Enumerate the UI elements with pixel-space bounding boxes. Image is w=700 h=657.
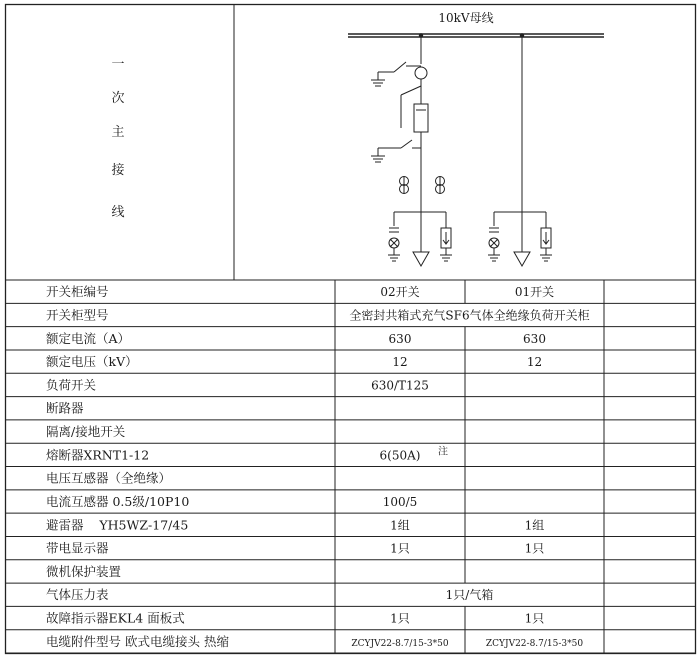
side-label-char-1: 一	[111, 57, 125, 72]
cable-outlet-icon	[413, 252, 429, 266]
row-note: 注	[438, 446, 448, 458]
table-row	[46, 377, 429, 392]
table-row	[46, 541, 544, 556]
row-label: 断路器	[46, 400, 84, 416]
side-label-char-3: 主	[111, 125, 125, 140]
row-label: 故障指示器EKL4 面板式	[46, 610, 185, 626]
table-row	[46, 331, 546, 346]
row-value-02: ZCYJV22-8.7/15-3*50	[351, 638, 449, 649]
busbar-10kv	[348, 10, 604, 38]
fault-indicator-icon	[540, 212, 552, 261]
table-row	[46, 401, 84, 416]
side-label-char-4: 接	[111, 163, 125, 178]
current-transformer-icon	[400, 176, 445, 194]
row-label: 隔离/接地开关	[46, 424, 126, 440]
cable-outlet-icon	[514, 252, 530, 266]
fuse-icon	[414, 104, 428, 132]
row-label: 微机保护装置	[46, 563, 122, 579]
fault-indicator-icon	[440, 212, 452, 261]
table-row	[46, 354, 542, 369]
table-row	[46, 424, 126, 439]
row-label: 电流互感器 0.5级/10P10	[46, 493, 190, 509]
row-value-01: 12	[526, 355, 543, 370]
row-value-merged: 1只/气箱	[445, 588, 494, 603]
row-label: 开关柜型号	[46, 307, 109, 323]
table-row	[46, 307, 590, 322]
row-label: 带电显示器	[46, 540, 109, 556]
bus-label: 10kV母线	[438, 11, 494, 25]
row-label: 额定电压（kV）	[46, 354, 138, 370]
row-value-01: ZCYJV22-8.7/15-3*50	[485, 638, 584, 649]
side-label-char-5: 线	[111, 205, 125, 220]
table-row	[46, 517, 544, 532]
row-label: 额定电流（A）	[46, 330, 131, 346]
table-row	[46, 494, 417, 509]
table-row	[46, 284, 554, 299]
table-row	[46, 445, 448, 462]
row-value-01: 1只	[524, 611, 545, 626]
surge-arrester-icon	[488, 212, 500, 261]
row-value-02: 1只	[390, 541, 410, 556]
row-value-01: 1组	[524, 518, 545, 533]
row-label: 开关柜编号	[46, 284, 109, 300]
row-label: 负荷开关	[46, 377, 97, 393]
surge-arrester-icon	[388, 212, 400, 261]
row-value-02: 1只	[390, 611, 410, 626]
row-value-02: 630/T125	[371, 378, 429, 393]
feeder-02-circuit	[371, 37, 452, 266]
row-value-02: 12	[392, 355, 408, 370]
table-row	[46, 564, 122, 579]
table-row	[46, 611, 544, 626]
outer-frame	[6, 5, 696, 654]
switchgear-spec-table	[6, 280, 696, 653]
side-label-char-2: 次	[111, 91, 125, 106]
row-value-02: 02开关	[380, 285, 420, 300]
row-value-01: 630	[523, 331, 546, 346]
row-label: 电压互感器（全绝缘）	[46, 470, 172, 486]
primary-wiring-side-label	[111, 57, 124, 220]
row-value-01: 1只	[524, 541, 545, 556]
row-value-02: 630	[388, 331, 412, 346]
live-display-indicator-icon	[415, 67, 427, 79]
table-row	[46, 587, 493, 602]
feeder-01-circuit	[488, 37, 552, 266]
row-value-02: 100/5	[382, 494, 418, 509]
row-value-merged: 全密封共箱式充气SF6气体全绝缘负荷开关柜	[349, 308, 590, 323]
row-value-02: 6(50A)	[379, 448, 421, 463]
table-row	[46, 471, 171, 486]
row-value-02: 1组	[390, 518, 410, 533]
row-label: 熔断器XRNT1-12	[46, 447, 150, 463]
table-row	[46, 634, 583, 649]
row-label: 电缆附件型号 欧式电缆接头 热缩	[46, 633, 229, 649]
row-value-01: 01开关	[514, 285, 555, 300]
row-label: 避雷器 YH5WZ-17/45	[46, 517, 189, 533]
row-label: 气体压力表	[46, 587, 109, 603]
